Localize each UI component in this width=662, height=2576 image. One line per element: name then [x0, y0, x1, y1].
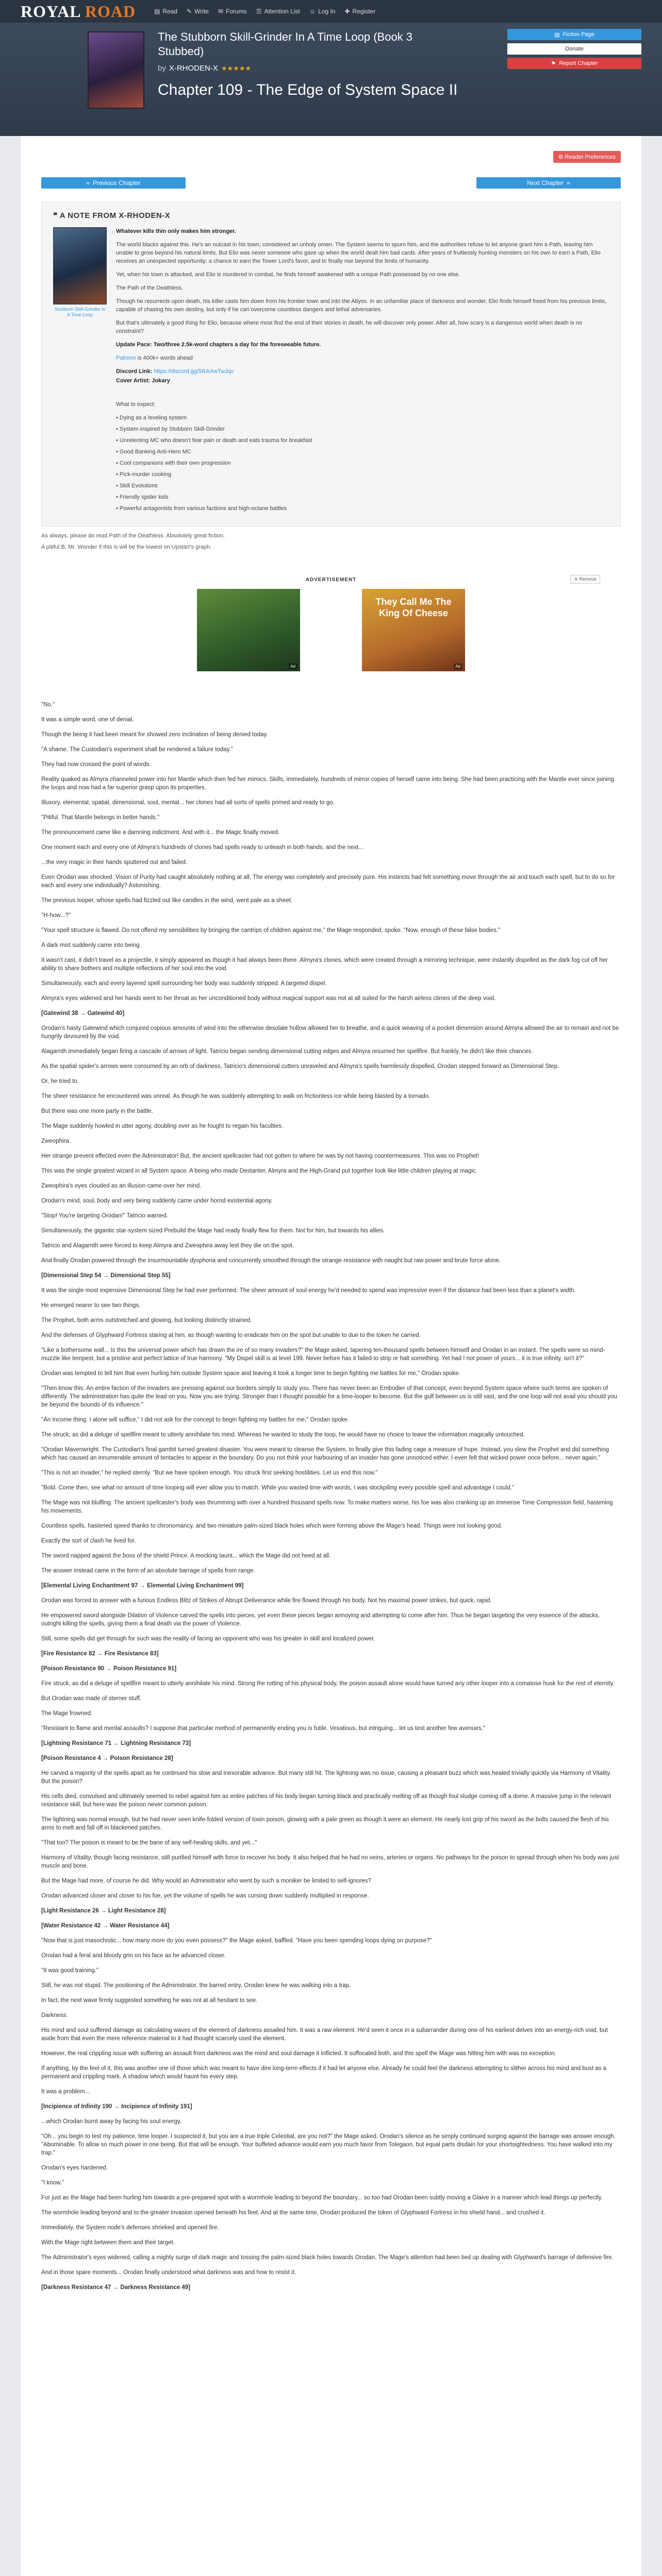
chapter-paragraph: A dark mist suddenly came into being. — [41, 942, 141, 948]
previous-chapter-button[interactable] — [41, 177, 186, 189]
chapter-paragraph: Tatricio and Alagarnth were forced to keep Almyra and Zweophira away lest they die on the spot. — [41, 1243, 294, 1249]
chapter-paragraph: He carved a majority of the spells apart as he continued his slow and inexorable advance. But many still hit. The lightning was no issue, causing a pleasant buzz which was healed trivially quickly via Harmony of Vitality. But the poison? — [41, 1770, 611, 1785]
skill-notification: [Dimensional Step 54 → Dimensional Step 55] — [41, 1273, 171, 1279]
quote-icon: ❝ — [53, 211, 60, 220]
promo-cover[interactable] — [53, 227, 107, 518]
chapter-body — [41, 701, 621, 2292]
chapter-paragraph: The lightning was normal enough, but he had never seen knife-folded version of toxin poison, glowing with a pale green as though it were an element. He nearly lost grip of his sword as the bolts caused the flesh of his arms to melt and fall off in blackened patches. — [41, 1817, 609, 1831]
expect-item: • Good Banking Anti-Hero MC — [116, 448, 609, 456]
expect-item: • Pick-murder cooking — [116, 470, 609, 479]
chapter-paragraph: The sword napped against the boss of the shield Prince. A mocking taunt... which the Mage did not heed at all. — [41, 1553, 331, 1559]
chapter-paragraph: Reality quaked as Almyra channeled power into her Mantle which then fed her mimics. Skills, immediately, hundreds of mirror copies of herself came into being. She had been practicing with the Mantle ever since joining the loops and now had a far superior grasp upon its properties. — [41, 776, 614, 791]
expect-item: • Powerful antagonists from various factions and high-octane battles — [116, 504, 609, 513]
ads-row — [41, 589, 621, 671]
remove-ads-label: Remove — [579, 577, 597, 582]
gear-icon: ⚙ — [558, 154, 565, 160]
chapter-content-container — [21, 136, 641, 2576]
chapter-paragraph: "Your spell structure is flawed. Do not offend my sensibilities by bringing the cantrips of children against me," the Mage responded, spoke. "Now, enough of these false bodies." — [41, 927, 501, 934]
book-icon: ▤ — [554, 31, 560, 38]
discord-line — [116, 367, 609, 376]
reader-preferences-button[interactable] — [553, 151, 621, 163]
advertisement-label: ADVERTISEMENT — [305, 577, 357, 583]
chapter-paragraph: "Resistant to flame and mental assaults? I suppose that particular method of permanently ending you is futile. Vexatious, but intriguing... let us test another few avenues." — [41, 1725, 485, 1732]
nav-item-attention-list[interactable] — [256, 8, 300, 15]
chapter-title: Chapter 109 - The Edge of System Space II — [158, 81, 458, 98]
next-chapter-label: Next Chapter — [527, 179, 564, 187]
nav-item-label: Register — [352, 8, 376, 15]
author-note-text — [116, 227, 609, 518]
chapter-paragraph: "I know." — [41, 2180, 64, 2186]
expect-item: • System inspired by Stubborn Skill-Grinder — [116, 425, 609, 433]
book-icon: ▤ — [154, 8, 160, 15]
chapter-paragraph: It wasn't cast, it didn't travel as a projectile, it simply appeared as though it had always been there. Almyra's clones, which were created through a mirroring technique, were instantly dispelled as the dark fog cut off her ability to share bothers and multiple reflections of her soul into the void. — [41, 957, 608, 972]
chapter-paragraph: Exactly the sort of clash he lived for. — [41, 1538, 136, 1544]
author-note-footer — [41, 532, 621, 551]
note-paragraph-5: But that's ultimately a good thing for Elio, because where most find the end of their stories in death, he will discover only power. After all, how scary is a dangerous world when death is no constraint? — [116, 320, 582, 334]
skill-notification: [Incipience of Infinity 190 → Incipience of Infinity 191] — [41, 2104, 192, 2110]
skill-notification: [Poison Resistance 90 → Poison Resistance 91] — [41, 1666, 177, 1672]
expect-item: • Unrelenting MC who doesn't fear pain or death and eats trauma for breakfast — [116, 436, 609, 445]
close-icon: ✕ — [574, 577, 580, 582]
rating-stars-icon: ★★★★★ — [221, 64, 252, 72]
chapter-paragraph: But the Mage had more, of course he did. Why would an Administrator who went by such a moniker be limited to self-ignores? — [41, 1878, 371, 1884]
chapter-paragraph: The struck, as did a deluge of spellfire meant to utterly annihilate his mind. Whereas he wanted to study the loop, he would have no choice to leave the information magically untouched. — [41, 1432, 525, 1438]
nav-item-label: Log In — [318, 8, 336, 15]
author-link[interactable]: X-RHODEN-X — [169, 64, 218, 73]
chapter-paragraph: If anything, by the feel of it, this was another one of those which was meant to have dire long-term effects if it had let anyone else. Already he could feel the darkness attempting to slither across his mind and bust as a permanent and crippling mark. A shadow which would haunt his every step. — [41, 2065, 607, 2080]
chapter-paragraph: The Mage was not bluffing. The ancient spellcaster's body was thrumming with over a hundred thousand spells now. To make matters worse, his foe was also cranking up an immense Time Compression field, hastening his movements. — [41, 1500, 613, 1514]
skill-notification: [Elemental Living Enchantment 97 → Elemental Living Enchantment 99] — [41, 1583, 244, 1589]
note-foot-1: As always, please do read Path of the Deathless. Absolutely great fiction. — [41, 533, 225, 539]
advertisement-2[interactable] — [362, 589, 465, 671]
nav-item-label: Read — [162, 8, 178, 15]
flag-icon: ⚑ — [551, 60, 556, 67]
note-paragraph-3: The Path of the Deathless. — [116, 285, 184, 291]
patreon-rest: is 400k+ words ahead — [136, 355, 193, 361]
chapter-paragraph: One moment each and every one of Almyra's hundreds of clones had spells ready to unleash in both hands, and the next... — [41, 844, 363, 851]
discord-link[interactable]: https://discord.gg/5RAXwTwJqv — [154, 368, 234, 375]
chapter-paragraph: Orodan's hasty Gatewind which conjured copious amounts of wind into the otherwise desolate hollow allowed her to breathe, and a quick weaving of a pocket dimension around Almyra allowed the air to remain and not be hungrily devoured by the void. — [41, 1025, 619, 1040]
report-chapter-label: Report Chapter — [559, 60, 598, 66]
next-chapter-button[interactable] — [476, 177, 621, 189]
report-chapter-button[interactable] — [507, 58, 641, 69]
reader-preferences-label: Reader Preferences — [565, 154, 616, 160]
patreon-link[interactable]: Patreon — [116, 355, 136, 361]
chapter-paragraph: Countless spells, hastened speed thanks to chronomancy, and two miniature palm-sized black holes which were forming above the Mage's head. Things were not looking good. — [41, 1523, 503, 1529]
chapter-paragraph: The Mage suddenly howled in utter agony, doubling over as he fought to regain his faculties. — [41, 1123, 284, 1129]
author-note-body — [53, 227, 609, 518]
advertisement-1[interactable] — [197, 589, 300, 671]
chapter-paragraph: Orodan advanced closer and closer to his foe, yet the volume of spells he was cursing down suddenly multiplied in response. — [41, 1893, 369, 1899]
chapter-paragraph: Orodan was tempted to tell him that even hurling him outside System space and leaving it took a longer time to begin fighting me battles for me," Orodan spoke. — [41, 1370, 460, 1377]
chapter-paragraph: It was a problem... — [41, 2089, 90, 2095]
skill-notification: [Light Resistance 26 → Light Resistance 28] — [41, 1908, 166, 1914]
nav-item-register[interactable] — [344, 8, 375, 15]
chapter-paragraph: Orodan's eyes hardened. — [41, 2165, 108, 2171]
chapter-paragraph: Alagarnth immediately began firing a cascade of arrows of light. Tatricio began sending dimensional cutting edges and Almyra resumed her spellfire. But frankly, he didn't like their chances. — [41, 1048, 533, 1055]
chapter-paragraph: His cells died, convulsed and ultimately seemed to rebel against him as entire patches of his body began turning black and practically melting off as though foul sludge coming off a dome. A massive jump in the relevant resistance skill, but here was the poison never common poison. — [41, 1793, 611, 1808]
chapter-paragraph: "Orodan Mavenwright. The Custodian's final gambit turned greatest disaster. You were meant to cleanse the System, to finally give this fading cage a measure of hope. Instead, you slew the Prophet and did something which has caused an innumerable amount of tentacles to appear in the boundary. Do you not think your harbouring of an invader has gone unnoticed either. I even felt that wicked power once before... never again." — [41, 1447, 609, 1461]
chapter-paragraph: "Bold. Come then, see what no amount of time looping will ever allow you to match. While you wasted time with words, I was stockpiling every possible spell and advantage I could." — [41, 1485, 515, 1491]
note-paragraph-1: The world blacks against this. He's an outcast in his town, considered an unholy omen. The System seems to spurn him, and the authorities refuse to let anyone grant him a Path, leaving him unable to grow beyond his natural limits. But Elio was never someone who gave up when the world dealt him bad cards. After years of fruitlessly hunting monsters on his own to earn a Path, Elio receives an unexpected opportunity: a chance to earn the Tower Lord's favor, and to finally rise beyond the limits of humanity. — [116, 242, 601, 264]
nav-item-log-in[interactable] — [309, 8, 336, 15]
skill-notification: [Poison Resistance 4 → Poison Resistance 28] — [41, 1755, 173, 1761]
nav-item-label: Forums — [226, 8, 247, 15]
chapter-paragraph: Zweophira. — [41, 1138, 71, 1144]
chapter-paragraph: With the Mage right between them and their target. — [41, 2240, 175, 2246]
chapter-paragraph: ...the very magic in their hands sputtered out and failed. — [41, 859, 188, 866]
expect-item: • Friendly spider kids — [116, 493, 609, 501]
chapter-paragraph: Orodan's mind, soul, body and very being suddenly came under horrid existential agony. — [41, 1198, 273, 1204]
chapter-paragraph: Simultaneously, each and every layered spell surrounding her body was suddenly stripped. A targeted dispel. — [41, 980, 327, 987]
chapter-paragraph: "Stop! You're targeting Orodan!" Tatricio warned. — [41, 1213, 169, 1219]
chapter-paragraph: He emerged nearer to see two things. — [41, 1302, 141, 1309]
fiction-cover-image[interactable] — [88, 31, 144, 109]
chapter-nav-row — [41, 177, 621, 189]
cover-artist: Cover Artist: Jokary — [116, 378, 170, 384]
chapter-paragraph: Still, some spells did get through for such was the reality of facing an opponent who was his greater in skill and localized power. — [41, 1636, 375, 1642]
chapter-paragraph: The sheer resistance he encountered was unreal. As though he was suddenly attempting to walk on frictionless ice while being blasted by a tornado. — [41, 1093, 431, 1099]
user-plus-icon: ✚ — [344, 8, 350, 15]
donate-label: Donate — [565, 46, 584, 52]
chevron-right-icon: » — [567, 179, 570, 187]
ad-1-tag: Ad — [289, 664, 297, 669]
header-buttons — [507, 29, 641, 69]
chapter-paragraph: "Then know this. An entire faction of the invaders are pressing against our borders simply to study you. There has never been an Embodier of that concept, even beyond System space where such terms are spoken of differently. The administration has quite the lead on you. Now you are trying. Stronger than I thought possible for a time-looper to become. But the gulf between us is still vast, and the one loop will not avail you should you be beyond the bounds of its influence." — [41, 1385, 617, 1408]
chapter-paragraph: The previous looper, whose spells had fizzled out like candles in the wind, went pale as a sheet. — [41, 897, 293, 904]
preferences-row — [41, 136, 621, 177]
list-icon: ☰ — [256, 8, 262, 15]
chapter-paragraph: The pronouncement came like a damning indictment. And with it... the Magic finally moved. — [41, 829, 280, 836]
chapter-paragraph: Almyra's eyes widened and her hands went to her throat as her unconditioned body without magical support was not at all suited for the harsh airless climes of the deep void. — [41, 995, 496, 1002]
chapter-paragraph: Illusory, elemental, spatial, dimensional, soul, mental... her clones had all sorts of spells primed and ready to go. — [41, 800, 335, 806]
previous-chapter-label: Previous Chapter — [92, 179, 141, 187]
chapter-paragraph: In fact, the next wave firmly suggested something he was not at all hesitant to see. — [41, 1997, 258, 2004]
expect-item: • Dying as a leveling system — [116, 414, 609, 422]
chapter-paragraph: As the spatial spider's arrows were consumed by an orb of darkness, Tatricio's dimensional cutters unraveled and Almyra's spells harmlessly dispelled, Orodan stepped forward as Dimensional Step. — [41, 1063, 559, 1070]
chapter-paragraph: And finally Orodan powered through the insurmountable dysphoria and concurrently smoothed through the strange resistance with naught but raw power and brute force alone. — [41, 1258, 501, 1264]
remove-ads-button[interactable] — [570, 575, 600, 584]
skill-notification: [Water Resistance 42 → Water Resistance 44] — [41, 1923, 170, 1929]
by-label: by — [158, 64, 166, 73]
author-note-heading-text: A NOTE FROM X-RHODEN-X — [59, 211, 171, 220]
royal-road-logo[interactable] — [21, 2, 136, 21]
fiction-page-button[interactable] — [507, 29, 641, 40]
chapter-paragraph: The Administrator's eyes widened, calling a mighty surge of dark magic and tossing the palm-sized black holes towards Orodan. The Mage's attention had been tied up dealing with Glyphward's barrage of defensive fire. — [41, 2255, 614, 2261]
logo-main-text: ROYAL — [21, 2, 80, 21]
promo-cover-caption[interactable]: Stubborn Skill-Grinder in A Time Loop — [54, 307, 106, 317]
chapter-paragraph: "No." — [41, 702, 55, 708]
skill-notification: [Lightning Resistance 71 → Lightning Resistance 73] — [41, 1740, 191, 1747]
author-note — [41, 202, 621, 527]
chapter-paragraph: Or, he tried to. — [41, 1078, 79, 1084]
expect-heading: What to expect: — [116, 401, 156, 408]
top-navigation — [0, 0, 662, 23]
skill-notification: [Fire Resistance 82 → Fire Resistance 83] — [41, 1651, 159, 1657]
chapter-paragraph: This was the single greatest wizard in all System space. A being who made Destanter, Almyra and the High-Grand put together look like little children playing at magic. — [41, 1168, 477, 1174]
chapter-paragraph: Even Orodan was shocked. Vision of Purity had caught absolutely nothing at all. The energy was completely and precisely pure. His instincts had felt something move through the air and touch each spell, but to do so for each and every one individually? Astonishing. — [41, 874, 615, 889]
note-foot-2: A pitiful B, Mr. Wonder if this is will be the lowest on Upstart's graph. — [41, 544, 212, 550]
chapter-paragraph: The Mage frowned. — [41, 1710, 93, 1717]
pen-icon: ✎ — [187, 8, 192, 15]
chapter-paragraph: They had now crossed the point of words. — [41, 761, 151, 768]
chapter-paragraph: "H-how...?" — [41, 912, 71, 919]
chapter-paragraph: Orodan was forced to answer with a furious Endless Blitz of Strikes of Abrupt Deliverance while fire flowed through his body. Not his maximal power strikes, but quick, rapid. — [41, 1598, 492, 1604]
chapter-paragraph: "It was good training." — [41, 1968, 99, 1974]
chevron-left-icon: « — [86, 179, 90, 187]
chapter-paragraph: Harmony of Vitality, though facing resistance, still purified himself with force to recover his body. It also helped that he had no veins, arteries or organs. No pathways for the poison to spread through when his body was just muscle and bone. — [41, 1855, 619, 1869]
note-paragraph-0: Whatever kills thin only makes him stronger. — [116, 228, 236, 234]
chapter-paragraph: Fire struck, as did a deluge of spellfire meant to utterly annihilate his mind. Strong the rotting of his physical body, the poison assault alone would have turned any other looper into a comatose husk for the rest of eternity. — [41, 1681, 615, 1687]
chapter-paragraph: "A shame. The Custodian's experiment shall be rendered a failure today." — [41, 747, 233, 753]
donate-button[interactable] — [507, 43, 641, 55]
chapter-paragraph: "That too? The poison is meant to be the bane of any self-healing skills, and yet..." — [41, 1840, 257, 1846]
chapter-paragraph: It was a simple word, one of denial. — [41, 717, 134, 723]
chapter-paragraph: "An Income thing. I alone will suffice," I did not ask for the concept to begin fighting my battles for me," Orodan spoke. — [41, 1417, 349, 1423]
promo-cover-image[interactable] — [53, 227, 107, 304]
expect-item: • Cool companions with their own progression — [116, 459, 609, 467]
fiction-header — [0, 23, 662, 136]
chapter-paragraph: Orodan had a feral and bloody grin on his face as he advanced closer. — [41, 1953, 226, 1959]
update-pace: Update Pace: Two/three 2.5k-word chapters a day for the foreseeable future. — [116, 342, 321, 348]
chapter-paragraph: "Pitiful. That Mantle belongs in better hands." — [41, 815, 160, 821]
expect-item: • Skill Evolutions — [116, 482, 609, 490]
nav-items — [154, 8, 375, 15]
fiction-page-label: Fiction Page — [562, 31, 594, 38]
nav-item-label: Attention List — [264, 8, 300, 15]
chapter-paragraph: "Oh... you begin to test my patience, time looper. I suspected it, but you are a true triple Celestial, are you not?" the Mage asked. Orodan's silence as he simply continued surging against the barrage was answer enough. "Abominable. To allow so much power in one being. But that will be enough. Your buffeted advance would earn you much favor from Tolegaon, but equal parts disdain for your shortsightedness. You have walked into my trap." — [41, 2133, 616, 2156]
chapter-paragraph: And the defenses of Glyphward Fortress staring at him, as though wanting to eradicate him on the spot but unable to due to the token he carried. — [41, 1332, 421, 1338]
chapter-paragraph: The wormhole leading beyond and to the greater invasion opened beneath his feet. And at the same time, Orodan produced the token of Glyphward Fortress in his shield hand... and crushed it. — [41, 2210, 545, 2216]
ad-2-tag: Ad — [454, 664, 462, 669]
chapter-paragraph: And in those spare moments... Orodan finally understood what darkness was and how to resist it. — [41, 2269, 296, 2276]
chapter-paragraph: It was the single most expensive Dimensional Step he had ever performed. The sheer amount of soul energy he'd needed to spend was impressive even if the distance had been less than a planet's width. — [41, 1287, 576, 1294]
expect-list — [116, 414, 609, 513]
chapter-paragraph: Zweophira's eyes clouded as an illusion came over her mind. — [41, 1183, 202, 1189]
chapter-paragraph: He empowered sword alongside Dilation of Violence carved the spells into pieces, yet even these pieces began annoying and attempting to come after him. Thus he began targeting the very essence of the attacks, outright killing the spells, giving them a final death via the power of Violence. — [41, 1613, 600, 1627]
chapter-paragraph: Still, he was not stupid. The positioning of the Administrator, the barred entry, Orodan knew he was walking into a trap. — [41, 1982, 351, 1989]
chapter-paragraph: Though the being it had been meant for showed zero inclination of being denied today. — [41, 732, 268, 738]
author-note-heading — [53, 211, 609, 220]
skill-notification: [Gatewind 38 → Gatewind 40] — [41, 1010, 125, 1016]
nav-item-read[interactable] — [154, 8, 177, 15]
nav-item-write[interactable] — [187, 8, 209, 15]
skill-notification: [Darkness Resistance 47 → Darkness Resistance 49] — [41, 2284, 190, 2291]
nav-item-label: Write — [194, 8, 209, 15]
chapter-paragraph: The answer instead came in the form of an absolute barrage of spells from range. — [41, 1568, 255, 1574]
chapter-paragraph: Simultaneously, the gigantic star-system sized Prebuild the Mage had ready finally flew for them. Not for him, but towards his allies. — [41, 1228, 385, 1234]
user-icon: ☺ — [309, 8, 316, 15]
nav-item-forums[interactable] — [218, 8, 247, 15]
discord-label: Discord Link: — [116, 368, 154, 375]
chapter-paragraph: Her strange prevent effected even the Administrator! But, the ancient spellcaster had not gotten to where he was by not having countermeasures. This was no Prophet! — [41, 1153, 479, 1159]
chapter-paragraph: "Now that is just masochistic... how many more do you even possess?" the Mage asked, baffled. "Have you been spending loops dying on purpose?" — [41, 1938, 432, 1944]
chapter-paragraph: The Prophet, both arms outstretched and glowing, but looking distinctly strained. — [41, 1317, 252, 1324]
chapter-paragraph: Immediately, the System node's defenses shrieked and opened fire. — [41, 2225, 219, 2231]
chapter-paragraph: Darkness. — [41, 2012, 68, 2019]
logo-accent-text: ROAD — [85, 2, 136, 21]
advertisement-area — [41, 577, 621, 685]
ad-2-title: They Call Me The King Of Cheese — [375, 597, 452, 618]
fiction-title[interactable]: The Stubborn Skill-Grinder In A Time Loop (Book 3 Stubbed) — [158, 30, 413, 58]
chapter-paragraph: His mind and soul suffered damage as calculating waves of the element of darkness assailed him. It was a raw element. He'd seen it once in a subarrander during one of his earliest delves into an energy-rich void, but aside from that even the mere reference material to it had thought scarcely used the element. — [41, 2027, 608, 2042]
chapter-paragraph: "This is not an invader," he replied sternly. "But we have spoken enough. You struck first seeking hostilities. Let us end this now." — [41, 1470, 378, 1476]
chapter-paragraph: But Orodan was made of sterner stuff. — [41, 1696, 142, 1702]
chapter-paragraph: But there was one more party in the battle. — [41, 1108, 153, 1114]
note-paragraph-2: Yet, when his town is attacked, and Elio is murdered in combat, he finds himself awakened with a unique Path possessed by no one else. — [116, 272, 460, 278]
chat-icon: ✉ — [218, 8, 224, 15]
chapter-paragraph: ...which Orodan burnt away by facing his soul energy. — [41, 2119, 182, 2125]
chapter-paragraph: For just as the Mage had been hurling him towards a pre-prepared spot with a wormhole leading to beyond the boundary... so too had Orodan been subtly moving a Glaive in a manner which lead things up perfectly. — [41, 2195, 603, 2201]
chapter-paragraph: "Like a bothersome wall... Is this the universal power which has drawn the ire of so many invaders?" the Mage asked, tapering ten-thousand spells between himself and Orodan in an instant. The spells were so mind-muzzle like tempest, but a pristine and perfect lattice of true harmony. "My Dispel skill is at level 199. Never before has it failed to strip or halt something. Yet had I not power of yours... it is true infinity, isn't it?" — [41, 1347, 605, 1362]
chapter-paragraph: However, the real crippling issue with suffering an assault from darkness was the mind and soul damage it inflicted. It suffocated both, and this spell the Mage was hitting him with was no exception. — [41, 2050, 556, 2057]
note-paragraph-4: Though he resurrects upon death, his killer casts him down from his frontier town and into the Abyss. In an unfamiliar place of darkness and wonder, Elio finds himself freed from his previous limits, capable of chasing his own destiny, but only if he can overcome countless dangers and lethal adversaries. — [116, 298, 607, 313]
patreon-line — [116, 354, 609, 362]
